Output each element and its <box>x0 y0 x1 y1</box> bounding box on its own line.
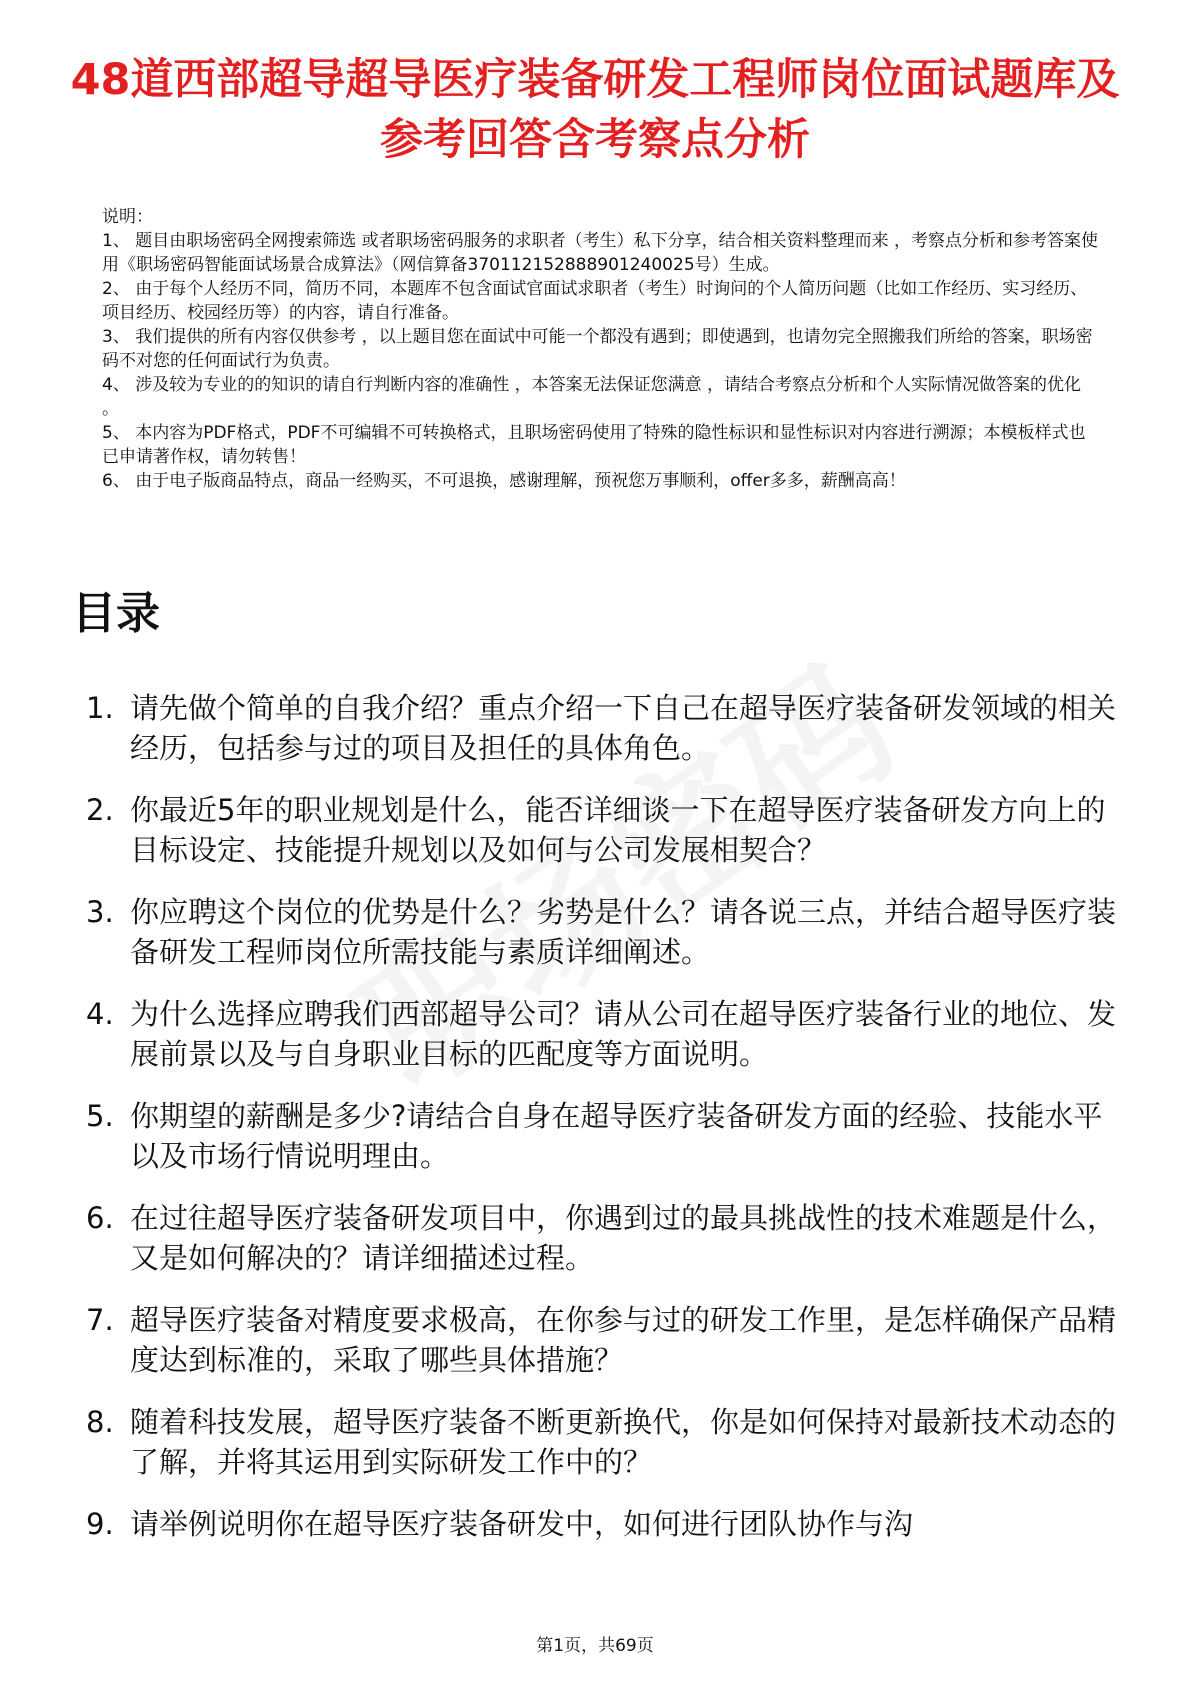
toc-item[interactable] <box>86 1300 1126 1380</box>
toc-item-number: 2. <box>86 793 114 827</box>
toc-item[interactable] <box>86 1096 1126 1176</box>
toc-item[interactable] <box>86 1402 1126 1482</box>
toc-item-text: 为什么选择应聘我们西部超导公司？请从公司在超导医疗装备行业的地位、发展前景以及与自身职业目标的匹配度等方面说明。 <box>130 997 1117 1071</box>
toc-item-text: 请举例说明你在超导医疗装备研发中，如何进行团队协作与沟 <box>130 1507 914 1541</box>
toc-item-text: 请先做个简单的自我介绍？重点介绍一下自己在超导医疗装备研发领域的相关经历，包括参与过的项目及担任的具体角色。 <box>130 691 1117 765</box>
note-item: 2、 由于每个人经历不同，简历不同，本题库不包含面试官面试求职者（考生）时询问的个人简历问题（比如工作经历、实习经历、项目经历、校园经历等）的内容，请自行准备。 <box>102 279 1088 323</box>
toc-item[interactable] <box>86 1504 1126 1544</box>
toc-item-text: 你应聘这个岗位的优势是什么？劣势是什么？请各说三点，并结合超导医疗装备研发工程师岗位所需技能与素质详细阐述。 <box>130 895 1117 969</box>
note-item: 6、 由于电子版商品特点，商品一经购买，不可退换，感谢理解，预祝您万事顺利，offer多多，薪酬高高！ <box>102 471 906 491</box>
toc-item[interactable] <box>86 688 1126 768</box>
toc-item[interactable] <box>86 994 1126 1074</box>
toc-item-number: 9. <box>86 1507 114 1541</box>
toc-item-text: 你最近5年的职业规划是什么，能否详细谈一下在超导医疗装备研发方向上的目标设定、技能提升规划以及如何与公司发展相契合？ <box>130 793 1106 867</box>
note-item: 3、 我们提供的所有内容仅供参考 ，以上题目您在面试中可能一个都没有遇到；即使遇到，也请勿完全照搬我们所给的答案，职场密码不对您的任何面试行为负责。 <box>102 327 1093 371</box>
toc-item-text: 随着科技发展，超导医疗装备不断更新换代，你是如何保持对最新技术动态的了解，并将其运用到实际研发工作中的？ <box>130 1405 1117 1479</box>
note-item: 4、 涉及较为专业的的知识的请自行判断内容的准确性 ，本答案无法保证您满意 ，请结合考察点分析和个人实际情况做答案的优化 。 <box>102 375 1082 419</box>
toc-item-text: 在过往超导医疗装备研发项目中，你遇到过的最具挑战性的技术难题是什么，又是如何解决的？请详细描述过程。 <box>130 1201 1117 1275</box>
toc-item-number: 7. <box>86 1303 114 1337</box>
toc-item-number: 8. <box>86 1405 114 1439</box>
toc-item[interactable] <box>86 790 1126 870</box>
toc-item-text: 你期望的薪酬是多少?请结合自身在超导医疗装备研发方面的经验、技能水平以及市场行情说明理由。 <box>130 1099 1103 1173</box>
document-title: 48道西部超导超导医疗装备研发工程师岗位面试题库及参考回答含考察点分析 <box>70 55 1120 165</box>
toc-item-text: 超导医疗装备对精度要求极高，在你参与过的研发工作里，是怎样确保产品精度达到标准的，采取了哪些具体措施？ <box>130 1303 1117 1377</box>
toc-item-number: 1. <box>86 691 114 725</box>
page-footer: 第1页，共69页 <box>536 1636 654 1656</box>
toc-item[interactable] <box>86 1198 1126 1278</box>
toc-item-number: 3. <box>86 895 114 929</box>
toc-item-number: 5. <box>86 1099 114 1133</box>
notes-heading: 说明： <box>102 207 153 227</box>
toc-item-number: 6. <box>86 1201 114 1235</box>
notes-section <box>102 205 1102 493</box>
note-item: 5、 本内容为PDF格式，PDF不可编辑不可转换格式，且职场密码使用了特殊的隐性标识和显性标识对内容进行溯源；本模板样式也已申请著作权，请勿转售！ <box>102 423 1086 467</box>
note-item: 1、 题目由职场密码全网搜索筛选 或者职场密码服务的求职者（考生）私下分享，结合相关资料整理而来 ，考察点分析和参考答案使用《职场密码智能面试场景合成算法》（网信算备370112152888901240025号）生成。 <box>102 231 1099 275</box>
toc-item-number: 4. <box>86 997 114 1031</box>
toc-list <box>86 688 1126 1566</box>
toc-heading: 目录 <box>72 588 160 639</box>
toc-item[interactable] <box>86 892 1126 972</box>
